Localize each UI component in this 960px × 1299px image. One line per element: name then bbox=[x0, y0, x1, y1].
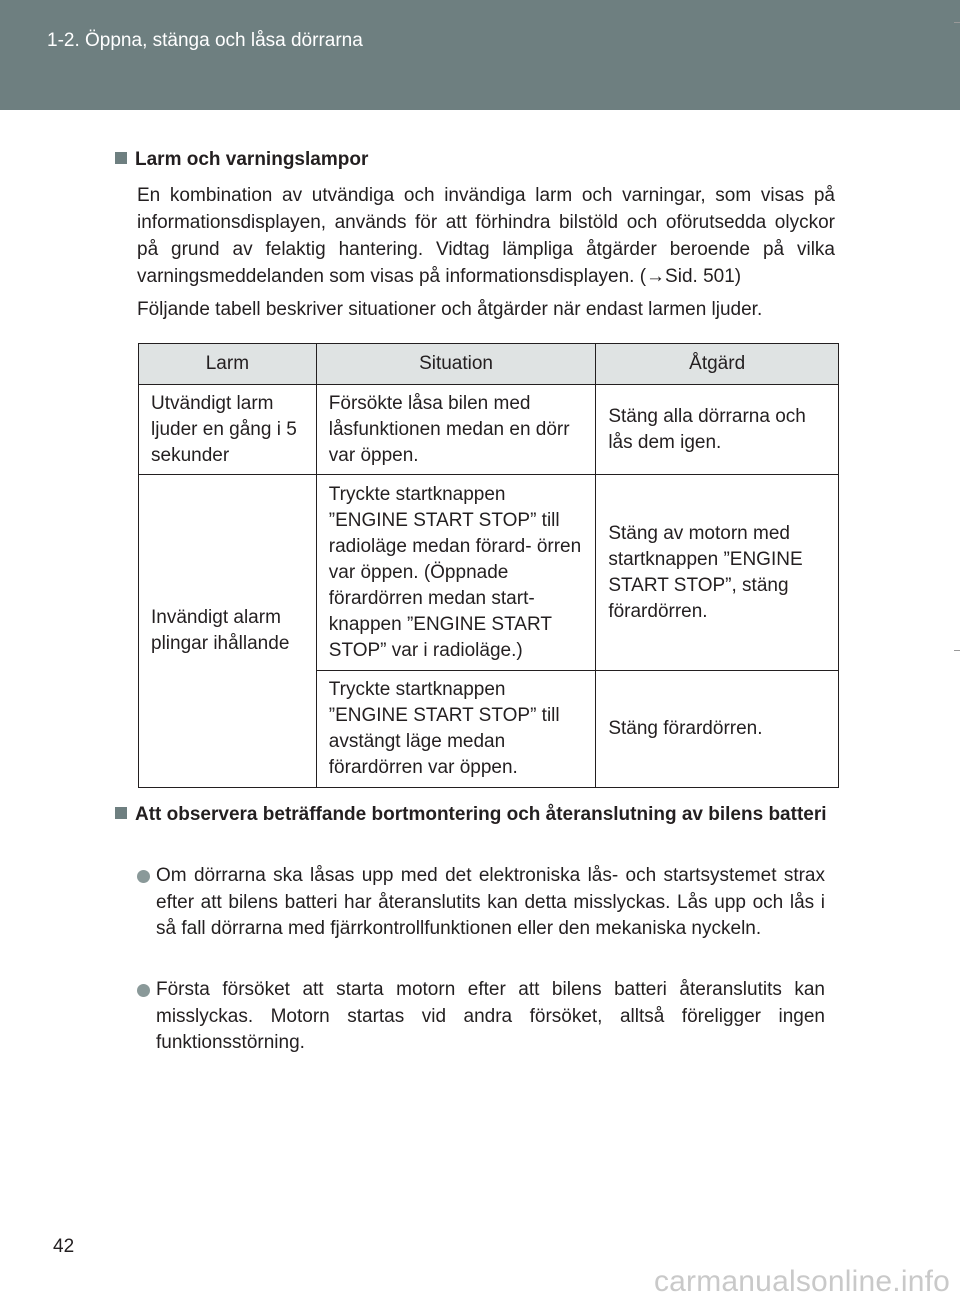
action-cell: Stäng förardörren. bbox=[596, 671, 839, 788]
table-row bbox=[139, 385, 839, 475]
situation-cell: Tryckte startknappen ”ENGINE START STOP” till radioläge medan förard- örren var öppen. (Öppnade förardörren medan start- knappen ”ENGINE START STOP” var i radioläge.) bbox=[316, 475, 596, 671]
alarm-table bbox=[138, 343, 839, 788]
chapter-title: 1-2. Öppna, stänga och låsa dörrarna bbox=[47, 30, 363, 51]
square-bullet-icon bbox=[115, 152, 127, 164]
list-item: Om dörrarna ska låsas upp med det elektroniska lås- och startsystemet strax efter att bilens batteri har återanslutits kan detta misslyckas. Lås upp och lås i så fall dörrarna med fjärrkontrollfunktionen eller den mekaniska nyckeln. bbox=[137, 863, 825, 943]
action-cell: Stäng alla dörrarna och lås dem igen. bbox=[596, 385, 839, 475]
column-header-situation: Situation bbox=[316, 344, 596, 385]
page-number: 42 bbox=[53, 1236, 75, 1257]
section-heading-battery bbox=[115, 801, 835, 828]
watermark: carmanualsonline.info bbox=[653, 1265, 950, 1298]
round-bullet-icon bbox=[137, 984, 150, 997]
column-header-action: Åtgärd bbox=[596, 344, 839, 385]
situation-cell: Försökte låsa bilen med låsfunktionen medan en dörr var öppen. bbox=[316, 385, 596, 475]
situation-cell: Tryckte startknappen ”ENGINE START STOP” till avstängt läge medan förardörren var öppen. bbox=[316, 671, 596, 788]
section-heading-alarms bbox=[115, 147, 368, 173]
crop-mark bbox=[954, 650, 960, 651]
table-header-row bbox=[139, 344, 839, 385]
section-heading-text: Att observera beträffande bortmontering och återanslutning av bilens batteri bbox=[135, 804, 827, 825]
round-bullet-icon bbox=[137, 870, 150, 883]
intro-paragraph: En kombination av utvändiga och invändiga larm och varningar, som visas på informationsdisplayen, används för att förhindra bilstöld och oförutsedda olyckor på grund av felaktig hantering. Vidtag lämpliga åtgärder beroende på vilka varningsmeddelanden som visas på informationsdisplayen. (→Sid. 501) bbox=[137, 185, 835, 287]
square-bullet-icon bbox=[115, 807, 127, 819]
action-cell: Stäng av motorn med startknappen ”ENGINE START STOP”, stäng förardörren. bbox=[596, 475, 839, 671]
chapter-header-band bbox=[0, 0, 960, 110]
column-header-alarm: Larm bbox=[139, 344, 317, 385]
alarm-cell: Invändigt alarm plingar ihållande bbox=[139, 475, 317, 788]
section-heading-text: Larm och varningslampor bbox=[135, 149, 369, 170]
alarm-cell: Utvändigt larm ljuder en gång i 5 sekunder bbox=[139, 385, 317, 475]
list-item: Första försöket att starta motorn efter att bilens batteri återanslutits kan misslyckas. Motorn startas vid andra försöket, alltså föreligger ingen funktionsstörning. bbox=[137, 977, 825, 1057]
table-row bbox=[139, 475, 839, 671]
crop-mark bbox=[954, 22, 960, 23]
table-intro-paragraph: Följande tabell beskriver situationer och åtgärder när endast larmen ljuder. bbox=[137, 299, 763, 320]
